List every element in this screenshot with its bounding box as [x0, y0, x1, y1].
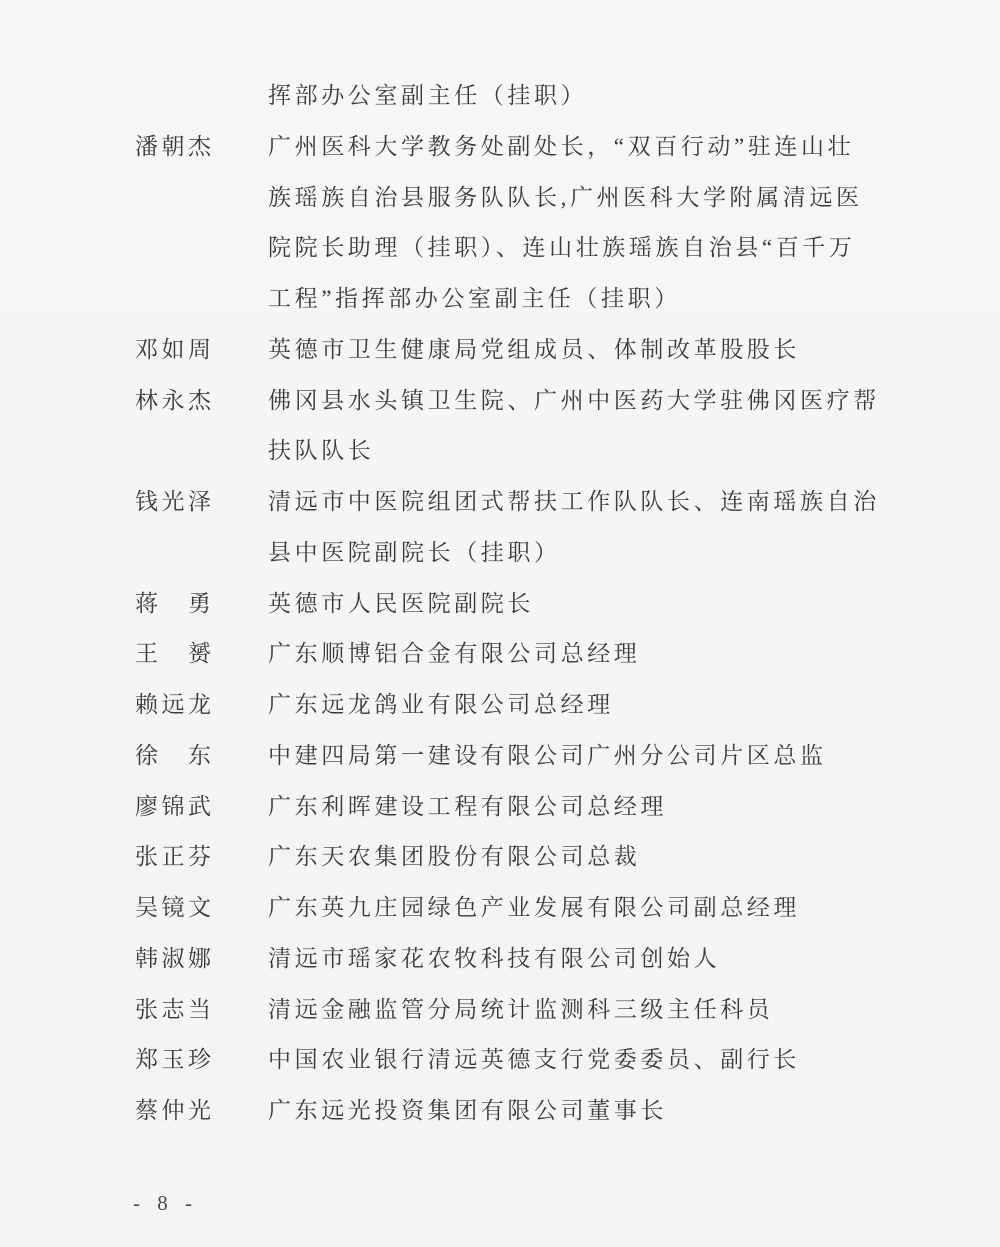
- roster-entry: [135, 985, 895, 1036]
- entry-line: 县中医院副院长（挂职）: [268, 539, 561, 565]
- roster-entry: [135, 680, 895, 731]
- entry-name: 吴镜文: [135, 895, 215, 920]
- entry-name: 钱光泽: [135, 489, 215, 514]
- entry-line: 族瑶族自治县服务队队长,广州医科大学附属清远医: [268, 184, 863, 210]
- entry-name: 张正芬: [135, 844, 215, 870]
- page-number: - 8 -: [133, 1191, 198, 1215]
- entry-lines: [268, 579, 895, 630]
- entry-line: 广东远龙鸽业有限公司总经理: [268, 692, 614, 717]
- entry-line: 挥部办公室副主任（挂职）: [268, 83, 588, 108]
- roster-entry: [135, 1035, 895, 1086]
- entry-lines: [268, 934, 895, 985]
- entry-name: 蔡仲光: [135, 1098, 215, 1123]
- entry-line: 广东远光投资集团有限公司董事长: [268, 1098, 667, 1123]
- entry-name: 赖远龙: [135, 692, 215, 717]
- roster-entry: [135, 934, 895, 985]
- entry-name: 廖锦武: [135, 793, 215, 819]
- entry-lines: [268, 122, 895, 325]
- entry-lines: [268, 731, 895, 782]
- entry-line: 中建四局第一建设有限公司广州分公司片区总监: [268, 742, 827, 768]
- roster-entry: [135, 579, 895, 630]
- entry-line: 英德市人民医院副院长: [268, 590, 534, 616]
- entry-line: 院院长助理（挂职）、连山壮族瑶族自治县“百千万: [268, 235, 856, 261]
- entry-line: 清远市瑶家花农牧科技有限公司创始人: [268, 945, 721, 971]
- entry-lines: [268, 1086, 895, 1137]
- roster-list: [135, 71, 895, 1137]
- entry-line: 佛冈县水头镇卫生院、广州中医药大学驻佛冈医疗帮: [268, 387, 880, 413]
- entry-line: 广州医科大学教务处副处长，“双百行动”驻连山壮: [268, 133, 855, 159]
- entry-name: 邓如周: [135, 336, 215, 362]
- roster-entry: [135, 629, 895, 680]
- entry-name: 林永杰: [135, 387, 215, 413]
- entry-lines: [268, 883, 895, 934]
- roster-entry: [135, 782, 895, 833]
- entry-line: 清远金融监管分局统计监测科三级主任科员: [268, 996, 774, 1022]
- entry-lines: [268, 1035, 895, 1086]
- entry-lines: [268, 985, 895, 1036]
- roster-entry: [135, 71, 895, 122]
- entry-lines: [268, 680, 895, 731]
- roster-entry: [135, 1086, 895, 1137]
- entry-name: 张志当: [135, 996, 215, 1022]
- roster-entry: [135, 883, 895, 934]
- roster-entry: [135, 731, 895, 782]
- roster-entry: [135, 832, 895, 883]
- entry-line: 广东英九庄园绿色产业发展有限公司副总经理: [268, 895, 800, 920]
- entry-lines: [268, 376, 895, 478]
- entry-line: 广东顺博铝合金有限公司总经理: [268, 641, 641, 667]
- entry-line: 英德市卫生健康局党组成员、体制改革股股长: [268, 336, 800, 362]
- roster-entry: [135, 376, 895, 478]
- entry-lines: [268, 832, 895, 883]
- entry-name: 王 赟: [135, 641, 215, 667]
- entry-name: 韩淑娜: [135, 945, 215, 971]
- entry-name: 潘朝杰: [135, 133, 215, 159]
- entry-line: 广东天农集团股份有限公司总裁: [268, 844, 641, 870]
- entry-name: 蒋 勇: [135, 590, 215, 616]
- entry-name: 郑玉珍: [135, 1047, 215, 1073]
- entry-lines: [268, 477, 895, 579]
- entry-line: 广东利晖建设工程有限公司总经理: [268, 793, 667, 819]
- entry-name: 徐 东: [135, 742, 215, 768]
- roster-entry: [135, 325, 895, 376]
- entry-line: 清远市中医院组团式帮扶工作队队长、连南瑶族自治: [268, 489, 880, 514]
- entry-lines: [268, 71, 895, 122]
- roster-entry: [135, 122, 895, 325]
- entry-lines: [268, 782, 895, 833]
- entry-lines: [268, 629, 895, 680]
- entry-line: 工程”指挥部办公室副主任（挂职）: [268, 286, 681, 311]
- entry-line: 扶队队长: [268, 438, 375, 464]
- roster-entry: [135, 477, 895, 579]
- entry-line: 中国农业银行清远英德支行党委委员、副行长: [268, 1047, 800, 1073]
- entry-lines: [268, 325, 895, 376]
